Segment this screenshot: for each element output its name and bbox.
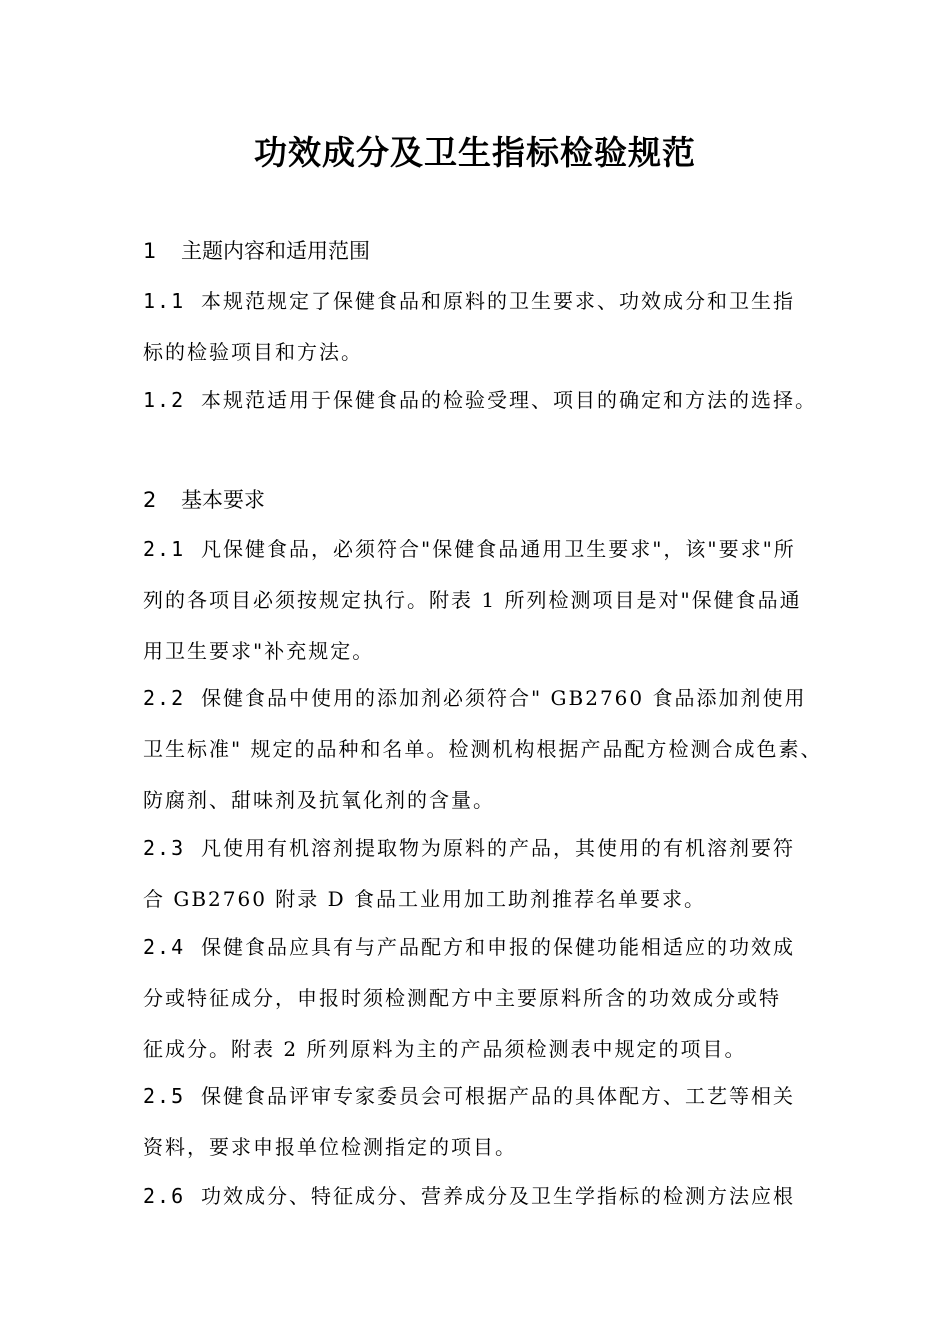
paragraph-2-5 <box>143 1071 815 1173</box>
paragraph-1-2 <box>143 375 815 426</box>
paragraph-line: 合 GB2760 附录 D 食品工业用加工助剂推荐名单要求。 <box>143 887 707 911</box>
paragraph-line: 征成分。附表 2 所列原料为主的产品须检测表中规定的项目。 <box>143 1037 747 1061</box>
clause-number: 2.6 <box>143 1184 186 1208</box>
section-heading-2 <box>143 485 265 515</box>
paragraph-2-4 <box>143 922 815 1075</box>
paragraph-line: 本规范适用于保健食品的检验受理、项目的确定和方法的选择。 <box>201 388 817 412</box>
paragraph-line: 用卫生要求"补充规定。 <box>143 639 375 663</box>
paragraph-line: 本规范规定了保健食品和原料的卫生要求、功效成分和卫生指 <box>201 289 795 313</box>
section-number: 1 <box>143 239 157 263</box>
paragraph-2-1 <box>143 524 815 677</box>
clause-number: 2.5 <box>143 1084 186 1108</box>
section-title: 主题内容和适用范围 <box>181 239 370 263</box>
paragraph-line: 保健食品评审专家委员会可根据产品的具体配方、工艺等相关 <box>201 1084 795 1108</box>
paragraph-line: 功效成分、特征成分、营养成分及卫生学指标的检测方法应根 <box>201 1184 795 1208</box>
section-title: 基本要求 <box>181 488 265 512</box>
clause-number: 2.4 <box>143 935 186 959</box>
paragraph-line: 凡保健食品，必须符合"保健食品通用卫生要求"，该"要求"所 <box>201 537 796 561</box>
paragraph-line: 卫生标准" 规定的品种和名单。检测机构根据产品配方检测合成色素、 <box>143 737 823 761</box>
paragraph-line: 分或特征成分，申报时须检测配方中主要原料所含的功效成分或特 <box>143 986 781 1010</box>
paragraph-line: 列的各项目必须按规定执行。附表 1 所列检测项目是对"保健食品通 <box>143 588 802 612</box>
paragraph-line: 凡使用有机溶剂提取物为原料的产品，其使用的有机溶剂要符 <box>201 836 795 860</box>
paragraph-2-3 <box>143 823 815 925</box>
paragraph-2-6 <box>143 1171 815 1222</box>
clause-number: 1.2 <box>143 388 186 412</box>
clause-number: 2.3 <box>143 836 186 860</box>
section-number: 2 <box>143 488 157 512</box>
paragraph-line: 标的检验项目和方法。 <box>143 340 363 364</box>
paragraph-line: 保健食品中使用的添加剂必须符合" GB2760 食品添加剂使用 <box>201 686 807 710</box>
paragraph-line: 防腐剂、甜味剂及抗氧化剂的含量。 <box>143 788 495 812</box>
paragraph-line: 保健食品应具有与产品配方和申报的保健功能相适应的功效成 <box>201 935 795 959</box>
paragraph-2-2 <box>143 673 823 826</box>
clause-number: 2.1 <box>143 537 186 561</box>
clause-number: 2.2 <box>143 686 186 710</box>
paragraph-line: 资料，要求申报单位检测指定的项目。 <box>143 1135 517 1159</box>
clause-number: 1.1 <box>143 289 186 313</box>
section-heading-1 <box>143 236 370 266</box>
paragraph-1-1 <box>143 276 815 378</box>
document-title: 功效成分及卫生指标检验规范 <box>254 133 696 172</box>
